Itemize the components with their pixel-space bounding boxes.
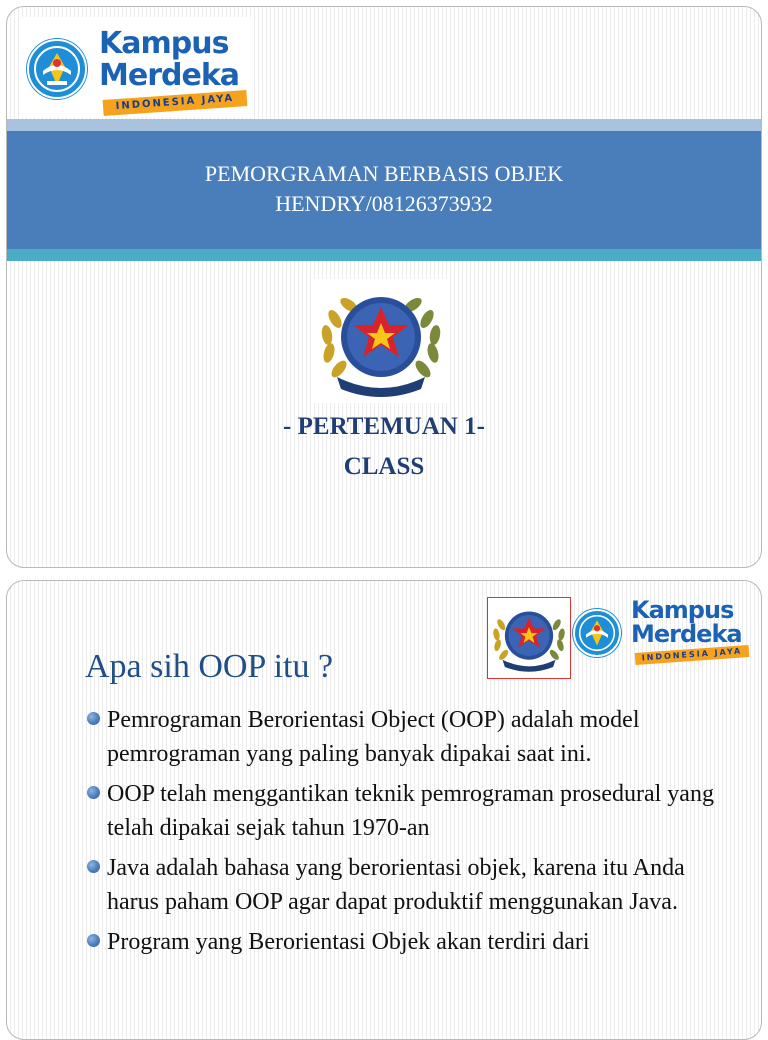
title-banner — [7, 131, 761, 249]
banner-accent-bottom — [7, 249, 761, 261]
bullet-text: Program yang Berorientasi Objek akan terdiri dari — [107, 929, 590, 955]
content-slide — [6, 580, 762, 1040]
tut-wuri-handayani-icon — [27, 39, 87, 99]
banner-accent-top — [7, 119, 761, 131]
list-item — [85, 851, 725, 919]
kampus-merdeka-logo-small — [571, 595, 757, 665]
slide-title: Apa sih OOP itu ? — [85, 648, 334, 685]
university-emblem-icon — [313, 279, 449, 403]
list-item — [85, 925, 725, 959]
list-item — [85, 777, 725, 845]
lecturer-contact: HENDRY/08126373932 — [275, 191, 493, 216]
kampus-wordmark: Kampus — [631, 596, 734, 624]
bullet-icon — [87, 860, 100, 873]
merdeka-wordmark: Merdeka — [631, 620, 742, 648]
title-slide — [6, 6, 762, 568]
meeting-number: - PERTEMUAN 1- — [283, 413, 485, 440]
bullet-text: Pemrograman Berorientasi Object (OOP) adalah model pemrograman yang paling banyak dipakai saat ini. — [107, 707, 640, 767]
indonesia-jaya-band: INDONESIA JAYA — [103, 90, 248, 116]
bullet-text: Java adalah bahasa yang berorientasi objek, karena itu Anda harus paham OOP agar dapat produktif menggunakan Java. — [107, 855, 685, 915]
merdeka-wordmark: Merdeka — [99, 58, 240, 93]
list-item — [85, 703, 725, 771]
course-title: PEMORGRAMAN BERBASIS OBJEK — [204, 161, 564, 186]
bullet-icon — [87, 934, 100, 947]
university-emblem-small-icon — [487, 597, 571, 679]
kampus-merdeka-logo — [19, 17, 253, 117]
tut-wuri-handayani-icon — [573, 609, 621, 657]
bullet-text: OOP telah menggantikan teknik pemrograman prosedural yang telah dipakai sejak tahun 1970-an — [107, 781, 714, 841]
bullet-list — [85, 703, 725, 965]
bullet-icon — [87, 786, 100, 799]
meeting-topic: CLASS — [343, 453, 425, 480]
bullet-icon — [87, 712, 100, 725]
kampus-wordmark: Kampus — [99, 26, 229, 61]
indonesia-jaya-band: INDONESIA JAYA — [635, 645, 750, 665]
meeting-subtitle — [7, 407, 761, 487]
